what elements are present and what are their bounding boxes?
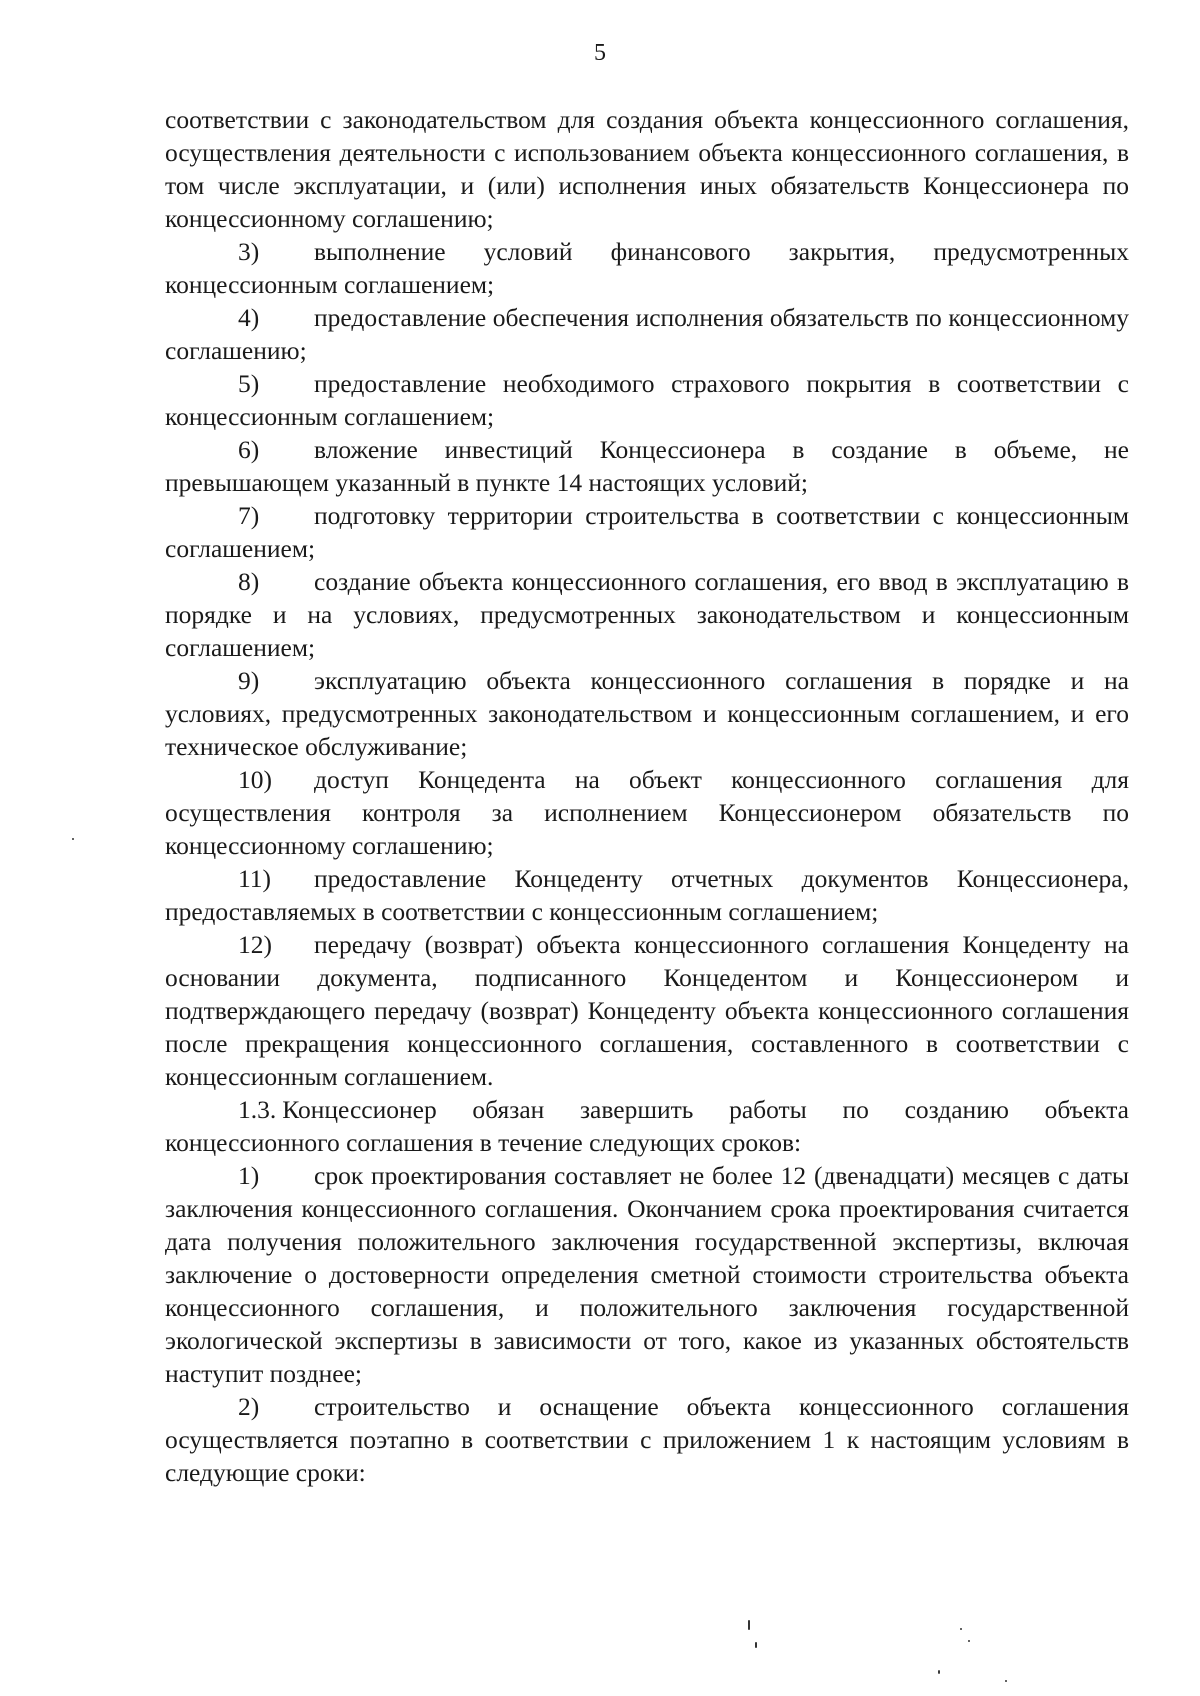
scan-speck (72, 838, 74, 840)
list-item-text: эксплуатацию объекта концессионного соглашения в порядке и на условиях, предусмотренных законодательством и концессионным соглашением, и его техническое обслуживание; (165, 666, 1129, 761)
list-item-5 (165, 367, 1129, 433)
list-item-number: 10) (238, 765, 272, 794)
page-number: 5 (594, 40, 606, 66)
list-item-text: выполнение условий финансового закрытия, предусмотренных концессионным соглашением; (165, 237, 1129, 299)
scan-speck (748, 1620, 750, 1630)
list-item-number: 3) (238, 237, 260, 266)
list-item-text: срок проектирования составляет не более 12 (двенадцати) месяцев с даты заключения концессионного соглашения. Окончанием срока проектирования считается дата получения положительного заключения государственной экспертизы, включая заключение о достоверности определения сметной стоимости строительства объекта концессионного соглашения, и положительного заключения государственной экологической экспертизы в зависимости от того, какое из указанных обстоятельств наступит позднее; (165, 1161, 1129, 1388)
list-item-text: предоставление Концеденту отчетных документов Концессионера, предоставляемых в соответствии с концессионным соглашением; (165, 864, 1129, 926)
list-item-2 (165, 1390, 1129, 1489)
list-item-number: 7) (238, 501, 260, 530)
scan-speck (968, 1640, 970, 1642)
list-item-number: 8) (238, 567, 260, 596)
list-item-text: создание объекта концессионного соглашения, его ввод в эксплуатацию в порядке и на условиях, предусмотренных законодательством и концессионным соглашением; (165, 567, 1129, 662)
list-item-6 (165, 433, 1129, 499)
scan-speck (755, 1642, 757, 1648)
list-item-number: 9) (238, 666, 260, 695)
list-item-4 (165, 301, 1129, 367)
list-item-text: подготовку территории строительства в соответствии с концессионным соглашением; (165, 501, 1129, 563)
section-1-3 (165, 1093, 1129, 1159)
list-item-number: 5) (238, 369, 260, 398)
list-item-text: доступ Концедента на объект концессионного соглашения для осуществления контроля за исполнением Концессионером обязательств по концессионному соглашению; (165, 765, 1129, 860)
list-item-9 (165, 664, 1129, 763)
list-item-text: строительство и оснащение объекта концессионного соглашения осуществляется поэтапно в соответствии с приложением 1 к настоящим условиям в следующие сроки: (165, 1392, 1129, 1487)
list-item-number: 12) (238, 930, 272, 959)
scan-speck (1005, 1680, 1007, 1682)
list-item-number: 1) (238, 1161, 260, 1190)
list-item-number: 6) (238, 435, 260, 464)
list-item-number: 4) (238, 303, 260, 332)
list-item-text: передачу (возврат) объекта концессионного соглашения Концеденту на основании документа, подписанного Концедентом и Концессионером и подтверждающего передачу (возврат) Концеденту объекта концессионного соглашения после прекращения концессионного соглашения, составленного в соответствии с концессионным соглашением. (165, 930, 1129, 1091)
list-item-text: предоставление необходимого страхового покрытия в соответствии с концессионным соглашением; (165, 369, 1129, 431)
list-item-8 (165, 565, 1129, 664)
list-item-text: предоставление обеспечения исполнения обязательств по концессионному соглашению; (165, 303, 1129, 365)
list-item-11 (165, 862, 1129, 928)
scan-speck (960, 1628, 962, 1630)
paragraph-continuation (165, 103, 1129, 235)
list-item-7 (165, 499, 1129, 565)
section-number: 1.3. (238, 1095, 277, 1124)
list-item-1 (165, 1159, 1129, 1390)
list-item-text: вложение инвестиций Концессионера в создание в объеме, не превышающем указанный в пункте 14 настоящих условий; (165, 435, 1129, 497)
list-item-3 (165, 235, 1129, 301)
scan-speck (938, 1670, 940, 1674)
list-item-number: 11) (238, 864, 272, 893)
paragraph-text: соответствии с законодательством для создания объекта концессионного соглашения, осуществления деятельности с использованием объекта концессионного соглашения, в том числе эксплуатации, и (или) исполнения иных обязательств Концессионера по концессионному соглашению; (165, 105, 1129, 233)
section-text: Концессионер обязан завершить работы по созданию объекта концессионного соглашения в течение следующих сроков: (165, 1095, 1129, 1157)
document-body (165, 103, 1129, 1489)
list-item-number: 2) (238, 1392, 260, 1421)
list-item-10 (165, 763, 1129, 862)
list-item-12 (165, 928, 1129, 1093)
